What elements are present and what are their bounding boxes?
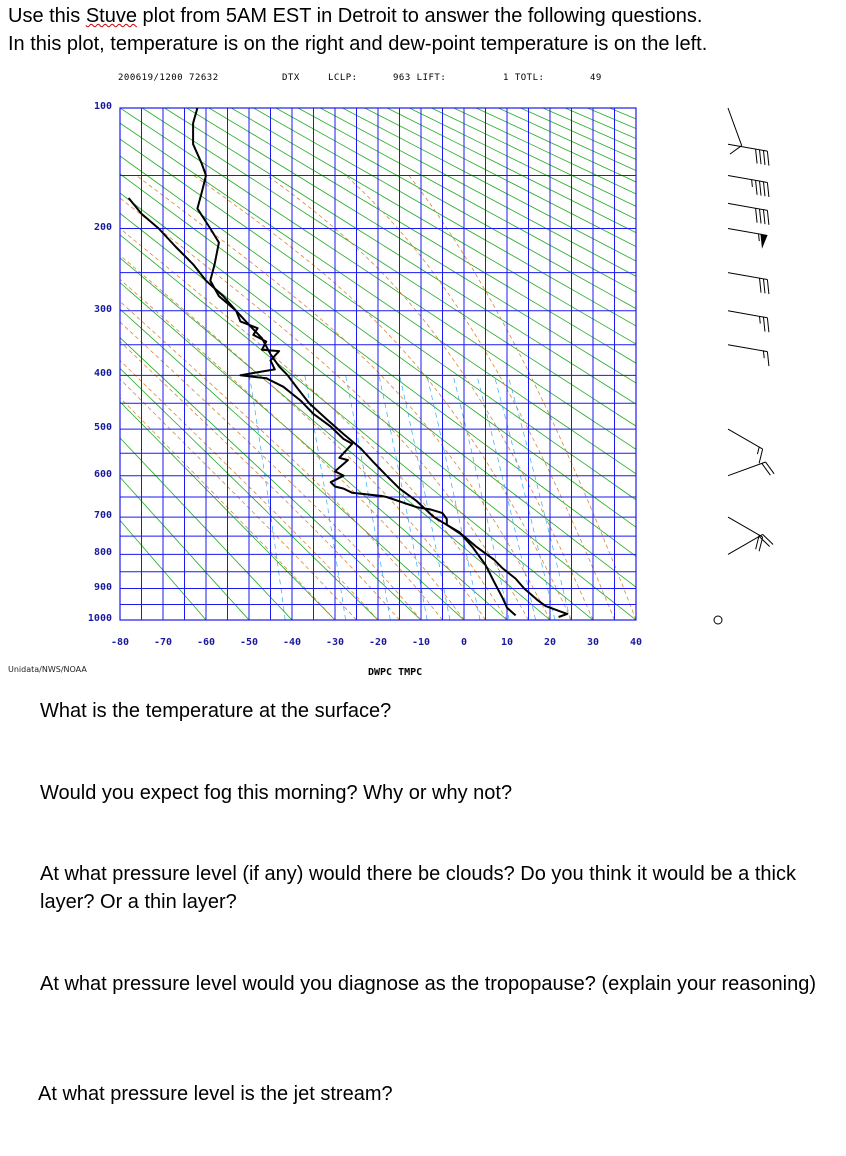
barb-full bbox=[762, 462, 771, 477]
mixing-ratio-line bbox=[346, 375, 391, 620]
barb-staff bbox=[728, 273, 767, 280]
dry-adiabat bbox=[0, 108, 249, 620]
temperature-tick-label: -60 bbox=[196, 637, 216, 648]
wind-barb bbox=[728, 532, 773, 566]
question-jet-stream: At what pressure level is the jet stream? bbox=[38, 1083, 393, 1105]
barb-staff bbox=[728, 534, 763, 554]
dry-adiabat bbox=[276, 108, 846, 620]
dry-adiabat bbox=[142, 108, 846, 620]
question-tropopause: At what pressure level would you diagnose as the tropopause? (explain your reasoning) bbox=[40, 973, 817, 995]
pressure-tick-label: 700 bbox=[93, 510, 112, 522]
wind-barb bbox=[726, 176, 772, 197]
temperature-tick-label: -10 bbox=[411, 637, 431, 648]
temperature-tick-label: 0 bbox=[460, 637, 468, 648]
dry-adiabat bbox=[0, 108, 593, 620]
barb-full bbox=[761, 279, 767, 293]
barb-staff bbox=[728, 108, 742, 146]
barb-full bbox=[756, 449, 766, 463]
barb-staff bbox=[728, 517, 763, 537]
barb-full bbox=[753, 208, 759, 222]
temperature-tick-label: 20 bbox=[543, 637, 557, 648]
wind-barb bbox=[721, 429, 766, 463]
barb-shaft bbox=[726, 273, 772, 294]
barb-half bbox=[762, 351, 765, 358]
header-lift: 963 LIFT: bbox=[393, 73, 447, 83]
dry-adiabat bbox=[0, 108, 206, 620]
header-lclp: LCLP: bbox=[328, 73, 358, 83]
pressure-tick-label: 100 bbox=[93, 101, 112, 112]
dry-adiabat bbox=[565, 108, 846, 620]
dry-adiabat bbox=[454, 108, 846, 620]
mixing-ratio-line bbox=[249, 375, 285, 620]
wind-barb bbox=[726, 144, 772, 165]
dry-adiabat bbox=[476, 108, 846, 620]
question-fog: Would you expect fog this morning? Why or why not? bbox=[40, 782, 513, 804]
dry-adiabat bbox=[53, 108, 765, 620]
barb-shaft bbox=[721, 517, 766, 551]
dry-adiabat bbox=[543, 108, 846, 620]
barb-full bbox=[761, 182, 767, 196]
barb-half bbox=[758, 316, 761, 323]
barb-full bbox=[757, 181, 763, 195]
wind-barb bbox=[726, 203, 772, 224]
mixing-ratio-lines bbox=[249, 375, 570, 620]
barb-shaft bbox=[728, 461, 774, 489]
barb-full bbox=[765, 182, 771, 196]
barb-shaft bbox=[726, 144, 772, 165]
temperature-tick-label: -40 bbox=[282, 637, 302, 648]
calm-circle bbox=[714, 616, 722, 624]
pressure-tick-label: 300 bbox=[93, 303, 112, 315]
barb-staff bbox=[728, 345, 767, 352]
wind-barb bbox=[715, 108, 743, 154]
barb-shaft bbox=[726, 229, 768, 250]
pressure-tick-label: 800 bbox=[93, 547, 112, 559]
dry-adiabat bbox=[343, 108, 846, 620]
header-totl: 1 TOTL: bbox=[503, 73, 545, 83]
moist-adiabat bbox=[194, 176, 572, 621]
temperature-tick-label: -30 bbox=[325, 637, 345, 648]
header-totl-value: 49 bbox=[590, 73, 602, 83]
barb-shaft bbox=[728, 532, 773, 566]
mixing-ratio-line bbox=[508, 375, 570, 620]
temperature-tick-label: 30 bbox=[586, 637, 600, 648]
pressure-tick-label: 500 bbox=[93, 422, 112, 434]
dry-adiabat bbox=[76, 108, 809, 620]
dry-adiabats bbox=[0, 108, 846, 620]
barb-full bbox=[761, 317, 767, 331]
moist-adiabat bbox=[0, 176, 356, 621]
pressure-tick-label: 600 bbox=[93, 468, 112, 480]
sounding-profiles bbox=[129, 108, 568, 617]
moist-adiabat bbox=[0, 176, 443, 621]
barb-half bbox=[757, 234, 760, 241]
barb-staff bbox=[728, 144, 767, 151]
barb-staff bbox=[728, 311, 767, 318]
dry-adiabat bbox=[0, 108, 292, 620]
dry-adiabat bbox=[165, 108, 846, 620]
dry-adiabat bbox=[120, 108, 846, 620]
barb-full bbox=[753, 180, 759, 194]
barb-staff bbox=[728, 176, 767, 183]
header-station: 200619/1200 72632 bbox=[118, 73, 219, 83]
intro-line-2: In this plot, temperature is on the right and dew-point temperature is on the left. bbox=[8, 33, 708, 55]
temperature-tick-label: 10 bbox=[500, 637, 514, 648]
pressure-tick-label: 900 bbox=[93, 581, 112, 593]
pressure-tick-label: 400 bbox=[93, 368, 112, 380]
moist-adiabat bbox=[56, 176, 507, 621]
dry-adiabat bbox=[521, 108, 846, 620]
temperature-tick-label: 40 bbox=[629, 637, 643, 648]
barb-full bbox=[765, 352, 771, 366]
mixing-ratio-line bbox=[494, 375, 555, 620]
barb-full bbox=[765, 210, 771, 224]
barb-full bbox=[757, 209, 763, 223]
temperature-tick-label: -50 bbox=[239, 637, 259, 648]
dry-adiabat bbox=[0, 108, 550, 620]
barb-staff bbox=[728, 429, 763, 449]
barb-full bbox=[765, 151, 771, 165]
stuve-word: Stuve bbox=[85, 5, 137, 27]
dry-adiabat bbox=[209, 108, 846, 620]
barb-shaft bbox=[726, 203, 772, 224]
barb-shaft bbox=[726, 345, 772, 366]
barb-full bbox=[757, 278, 763, 292]
wind-barb bbox=[721, 517, 766, 551]
dry-adiabat bbox=[587, 108, 846, 620]
mixing-ratio-line bbox=[427, 375, 480, 620]
barb-full bbox=[765, 318, 771, 332]
wind-barb bbox=[726, 273, 772, 294]
question-clouds: At what pressure level (if any) would there be clouds? Do you think it would be a thick layer? Or a thin layer? bbox=[40, 863, 796, 913]
wind-barb bbox=[726, 229, 768, 250]
barb-shaft bbox=[715, 108, 743, 154]
moist-adiabat bbox=[0, 176, 421, 621]
wind-barb bbox=[714, 616, 722, 624]
x-axis-title: DWPC TMPC bbox=[368, 667, 423, 678]
wind-barb bbox=[728, 461, 774, 489]
barb-full bbox=[765, 280, 771, 294]
moist-adiabat bbox=[0, 176, 400, 621]
barb-full bbox=[761, 150, 767, 164]
pressure-tick-label: 1000 bbox=[87, 613, 112, 624]
barb-shaft bbox=[726, 176, 772, 197]
credit-label: Unidata/NWS/NOAA bbox=[8, 665, 87, 674]
question-surface-temperature: What is the temperature at the surface? bbox=[40, 700, 392, 722]
wind-barb bbox=[726, 345, 772, 366]
barb-full bbox=[757, 150, 763, 164]
barb-shaft bbox=[721, 429, 766, 463]
temperature-tick-label: -70 bbox=[153, 637, 173, 648]
temperature-tick-label: -20 bbox=[368, 637, 388, 648]
dry-adiabat bbox=[0, 108, 335, 620]
dry-adiabat bbox=[0, 108, 464, 620]
moist-adiabat bbox=[2, 176, 464, 621]
wind-barb bbox=[726, 311, 772, 332]
dry-adiabat bbox=[432, 108, 846, 620]
barb-half bbox=[750, 180, 753, 187]
barb-shaft bbox=[726, 311, 772, 332]
barb-full bbox=[766, 461, 775, 476]
dry-adiabat bbox=[0, 108, 507, 620]
barb-staff bbox=[728, 462, 766, 476]
temperature-tick-label: -80 bbox=[110, 637, 130, 648]
dry-adiabat bbox=[9, 108, 679, 620]
pressure-tick-label: 200 bbox=[93, 221, 112, 233]
barb-full bbox=[753, 149, 759, 163]
dry-adiabat bbox=[610, 108, 846, 620]
header-site: DTX bbox=[282, 73, 300, 83]
barb-pennant bbox=[758, 234, 767, 249]
barb-staff bbox=[728, 203, 767, 210]
wind-barbs bbox=[714, 108, 774, 624]
barb-full bbox=[761, 210, 767, 224]
intro-line-1: Use this Stuve plot from 5AM EST in Detroit to answer the following questions. bbox=[8, 5, 703, 27]
isobar-isotherm-grid bbox=[120, 108, 636, 620]
moist-adiabat bbox=[409, 176, 636, 621]
